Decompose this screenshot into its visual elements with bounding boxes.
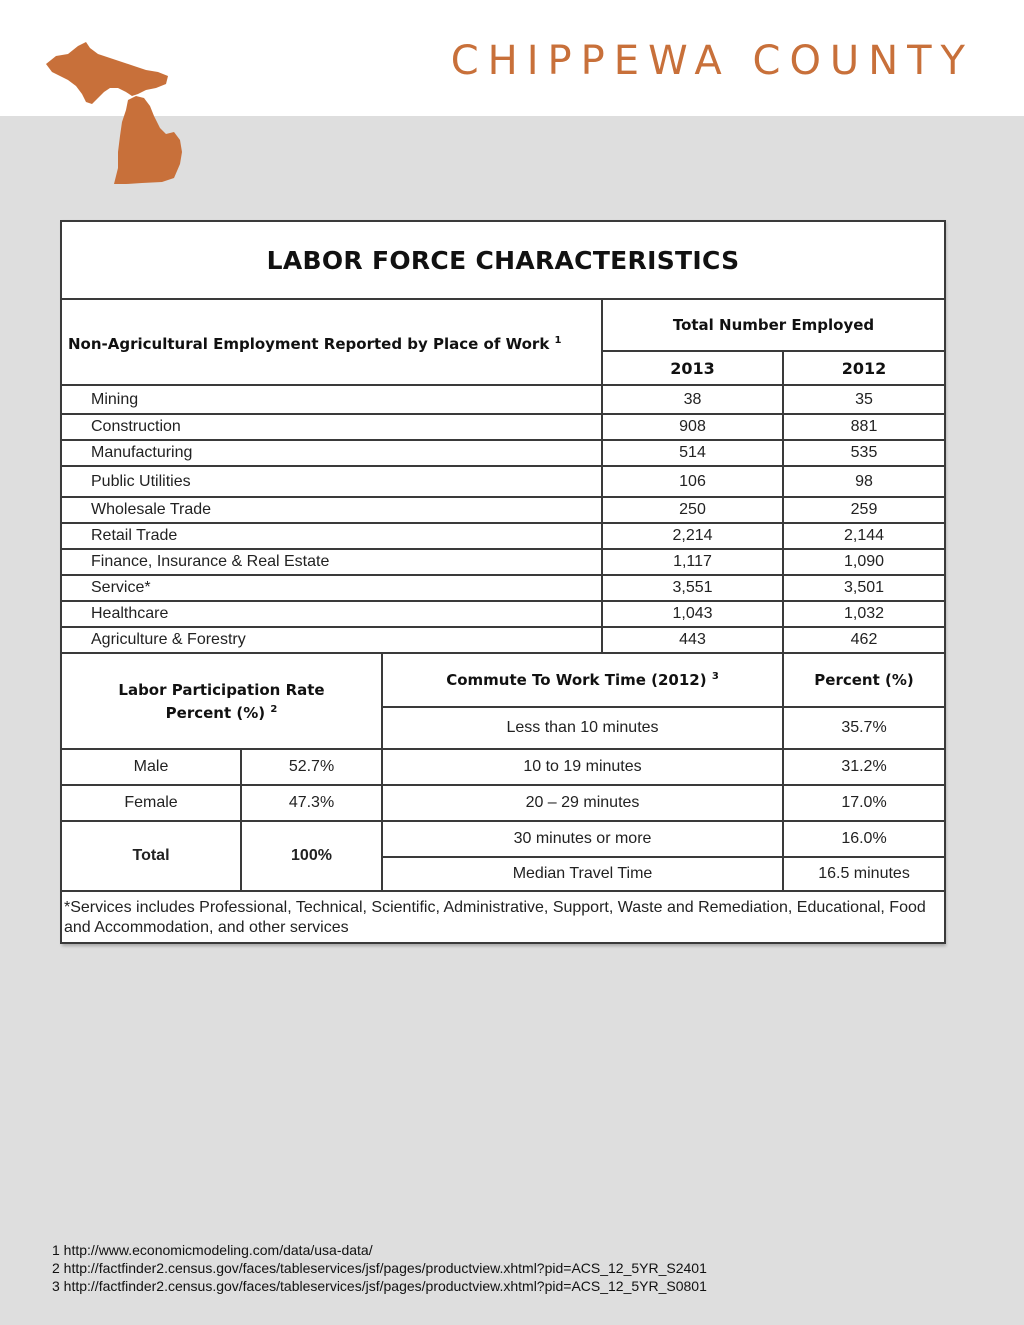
value-2013: 3,551 [602, 575, 783, 601]
table-row [61, 497, 945, 523]
year-2012-header: 2012 [783, 351, 945, 385]
value-2012: 462 [783, 627, 945, 653]
median-travel-value: 16.5 minutes [783, 857, 945, 891]
table-row [61, 601, 945, 627]
source-item: 1 http://www.economicmodeling.com/data/usa-data/ [52, 1242, 373, 1258]
industry-label: Service* [61, 575, 602, 601]
table-row [61, 575, 945, 601]
michigan-map-icon [42, 36, 192, 186]
industry-label: Construction [61, 414, 602, 440]
industry-label: Healthcare [61, 601, 602, 627]
labor-force-table [60, 220, 944, 944]
commute-range: 10 to 19 minutes [382, 749, 783, 785]
table-row [61, 385, 945, 414]
source-list [52, 1241, 707, 1295]
total-employed-header: Total Number Employed [602, 299, 945, 351]
commute-percent: 16.0% [783, 821, 945, 857]
value-2013: 250 [602, 497, 783, 523]
source-item: 3 http://factfinder2.census.gov/faces/tableservices/jsf/pages/productview.xhtml?pid=ACS_12_5YR_S0801 [52, 1278, 707, 1294]
table-row [61, 627, 945, 653]
percent-header: Percent (%) [783, 653, 945, 707]
participation-label-line2: Percent (%) [165, 703, 266, 722]
value-2012: 1,090 [783, 549, 945, 575]
female-label: Female [61, 785, 241, 821]
value-2012: 2,144 [783, 523, 945, 549]
value-2012: 35 [783, 385, 945, 414]
employment-footnote-ref: 1 [554, 335, 562, 346]
value-2013: 2,214 [602, 523, 783, 549]
industry-label: Wholesale Trade [61, 497, 602, 523]
employment-section-text: Non-Agricultural Employment Reported by Place of Work [68, 335, 550, 353]
employment-section-label [61, 299, 602, 385]
commute-header [382, 653, 783, 707]
value-2013: 38 [602, 385, 783, 414]
commute-percent: 17.0% [783, 785, 945, 821]
median-travel-label: Median Travel Time [382, 857, 783, 891]
table-row [61, 549, 945, 575]
value-2013: 443 [602, 627, 783, 653]
value-2013: 1,117 [602, 549, 783, 575]
table-title: LABOR FORCE CHARACTERISTICS [61, 221, 945, 299]
table-row [61, 440, 945, 466]
industry-label: Retail Trade [61, 523, 602, 549]
commute-header-text: Commute To Work Time (2012) [446, 671, 707, 689]
table-row [61, 523, 945, 549]
value-2012: 1,032 [783, 601, 945, 627]
male-value: 52.7% [241, 749, 382, 785]
services-note: *Services includes Professional, Technical, Scientific, Administrative, Support, Waste and Remediation, Educational, Food and Accommodation, and other services [61, 891, 945, 943]
table-row [61, 466, 945, 497]
female-value: 47.3% [241, 785, 382, 821]
value-2012: 259 [783, 497, 945, 523]
participation-footnote-ref: 2 [270, 703, 278, 715]
county-title: CHIPPEWA COUNTY [450, 38, 974, 84]
value-2012: 3,501 [783, 575, 945, 601]
value-2012: 881 [783, 414, 945, 440]
commute-footnote-ref: 3 [711, 671, 719, 682]
industry-label: Agriculture & Forestry [61, 627, 602, 653]
industry-label: Manufacturing [61, 440, 602, 466]
total-label: Total [61, 821, 241, 891]
commute-percent: 31.2% [783, 749, 945, 785]
commute-range: 20 – 29 minutes [382, 785, 783, 821]
participation-header [61, 653, 382, 749]
industry-label: Mining [61, 385, 602, 414]
value-2013: 514 [602, 440, 783, 466]
year-2013-header: 2013 [602, 351, 783, 385]
value-2013: 106 [602, 466, 783, 497]
commute-range: 30 minutes or more [382, 821, 783, 857]
commute-percent: 35.7% [783, 707, 945, 749]
total-value: 100% [241, 821, 382, 891]
value-2012: 98 [783, 466, 945, 497]
table-row [61, 414, 945, 440]
male-label: Male [61, 749, 241, 785]
value-2013: 908 [602, 414, 783, 440]
participation-label-line1: Labor Participation Rate [118, 680, 325, 699]
value-2013: 1,043 [602, 601, 783, 627]
participation-label-line2-wrap [62, 700, 381, 723]
industry-label: Finance, Insurance & Real Estate [61, 549, 602, 575]
commute-range: Less than 10 minutes [382, 707, 783, 749]
industry-label: Public Utilities [61, 466, 602, 497]
value-2012: 535 [783, 440, 945, 466]
source-item: 2 http://factfinder2.census.gov/faces/tableservices/jsf/pages/productview.xhtml?pid=ACS_12_5YR_S2401 [52, 1260, 707, 1276]
